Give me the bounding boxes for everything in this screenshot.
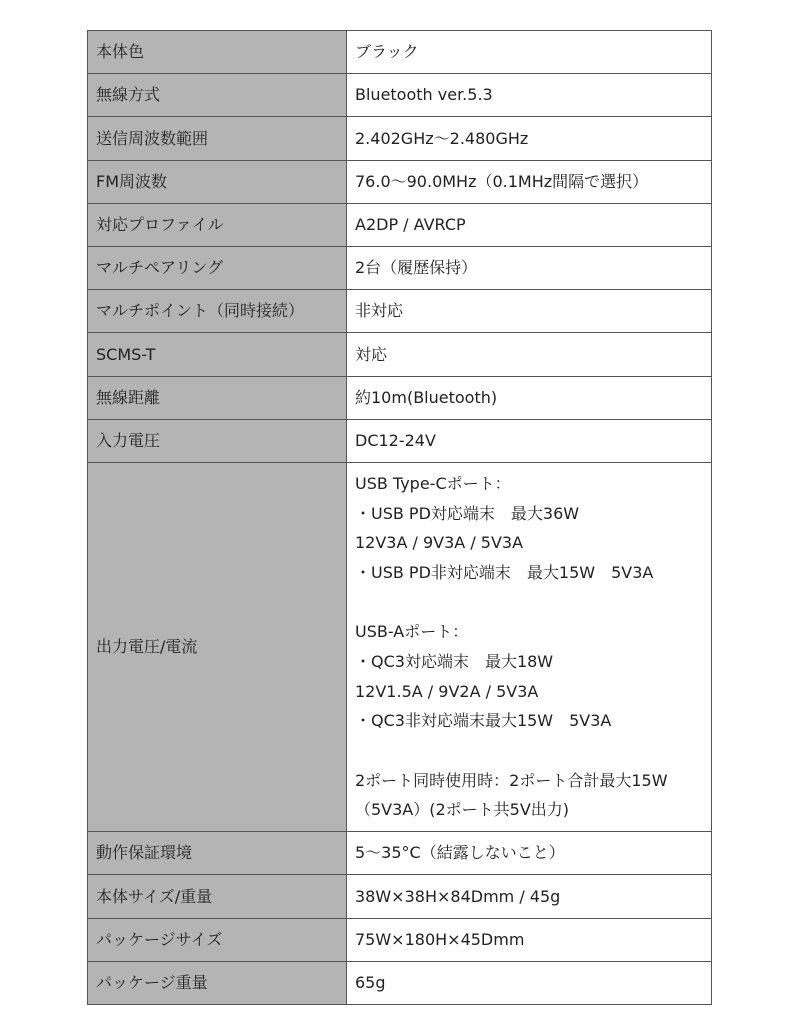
spec-label: 動作保証環境: [88, 832, 347, 875]
spec-row: [88, 875, 712, 918]
spec-value: [347, 246, 712, 289]
spec-value-line: 65g: [355, 972, 386, 992]
spec-value: [347, 31, 712, 74]
spec-value-line: Bluetooth ver.5.3: [355, 85, 493, 105]
spec-value-line: [355, 736, 711, 766]
spec-row: [88, 918, 712, 961]
spec-value: [347, 832, 712, 875]
spec-label: FM周波数: [88, 160, 347, 203]
spec-row: [88, 203, 712, 246]
spec-value-line: 対応: [355, 344, 388, 364]
spec-label: SCMS-T: [88, 333, 347, 376]
spec-value-line: 2台（履歴保持）: [355, 258, 478, 278]
spec-row: [88, 333, 712, 376]
spec-value-line: 2.402GHz〜2.480GHz: [355, 128, 529, 148]
spec-value: [347, 875, 712, 918]
spec-label: マルチペアリング: [88, 246, 347, 289]
spec-value: [347, 376, 712, 419]
spec-value: [347, 203, 712, 246]
spec-value-line: USB Type-Cポート：: [355, 473, 511, 493]
spec-value-line: ・QC3非対応端末最大15W 5V3A: [355, 711, 612, 731]
spec-row: [88, 376, 712, 419]
spec-value-line: 12V1.5A / 9V2A / 5V3A: [355, 681, 539, 701]
spec-table: [87, 30, 712, 1005]
spec-label: 本体色: [88, 31, 347, 74]
spec-value-line: 12V3A / 9V3A / 5V3A: [355, 533, 524, 553]
spec-label: 無線方式: [88, 74, 347, 117]
spec-value: [347, 290, 712, 333]
spec-value-line: ブラック: [355, 42, 419, 62]
spec-value-line: ・USB PD非対応端末 最大15W 5V3A: [355, 562, 654, 582]
spec-row: [88, 31, 712, 74]
spec-row: [88, 419, 712, 462]
spec-label: 無線距離: [88, 376, 347, 419]
spec-label: パッケージサイズ: [88, 918, 347, 961]
spec-row: [88, 117, 712, 160]
spec-row: [88, 246, 712, 289]
spec-label: 出力電圧/電流: [88, 462, 347, 831]
spec-value-line: 75W×180H×45Dmm: [355, 929, 525, 949]
spec-value-line: USB-Aポート：: [355, 622, 469, 642]
spec-value-line: 2ポート同時使用時：2ポート合計最大15W: [355, 770, 668, 790]
spec-label: 送信周波数範囲: [88, 117, 347, 160]
spec-value-line: 5〜35°C（結露しないこと）: [355, 843, 565, 863]
spec-label: マルチポイント（同時接続）: [88, 290, 347, 333]
spec-value: [347, 160, 712, 203]
spec-value: [347, 333, 712, 376]
spec-label: 入力電圧: [88, 419, 347, 462]
spec-value-line: [355, 588, 711, 618]
spec-row: [88, 290, 712, 333]
spec-value: [347, 961, 712, 1004]
spec-table-body: [88, 31, 712, 1005]
spec-value-line: ・USB PD対応端末 最大36W: [355, 503, 580, 523]
spec-value: [347, 419, 712, 462]
spec-row: [88, 74, 712, 117]
spec-value-line: DC12-24V: [355, 430, 436, 450]
spec-value: [347, 462, 712, 831]
spec-row: [88, 832, 712, 875]
spec-value: [347, 117, 712, 160]
spec-label: パッケージ重量: [88, 961, 347, 1004]
spec-value: [347, 918, 712, 961]
spec-label: 本体サイズ/重量: [88, 875, 347, 918]
spec-value: [347, 74, 712, 117]
spec-value-line: 76.0〜90.0MHz（0.1MHz間隔で選択）: [355, 171, 649, 191]
spec-label: 対応プロファイル: [88, 203, 347, 246]
spec-value-line: ・QC3対応端末 最大18W: [355, 652, 554, 671]
spec-row: [88, 160, 712, 203]
spec-row: [88, 462, 712, 831]
spec-value-line: 38W×38H×84Dmm / 45g: [355, 886, 561, 906]
spec-row: [88, 961, 712, 1004]
spec-value-line: 約10m(Bluetooth): [355, 387, 498, 407]
spec-value-line: （5V3A）(2ポート共5V出力): [355, 800, 570, 820]
spec-value-line: 非対応: [355, 301, 404, 321]
spec-value-line: A2DP / AVRCP: [355, 215, 466, 234]
